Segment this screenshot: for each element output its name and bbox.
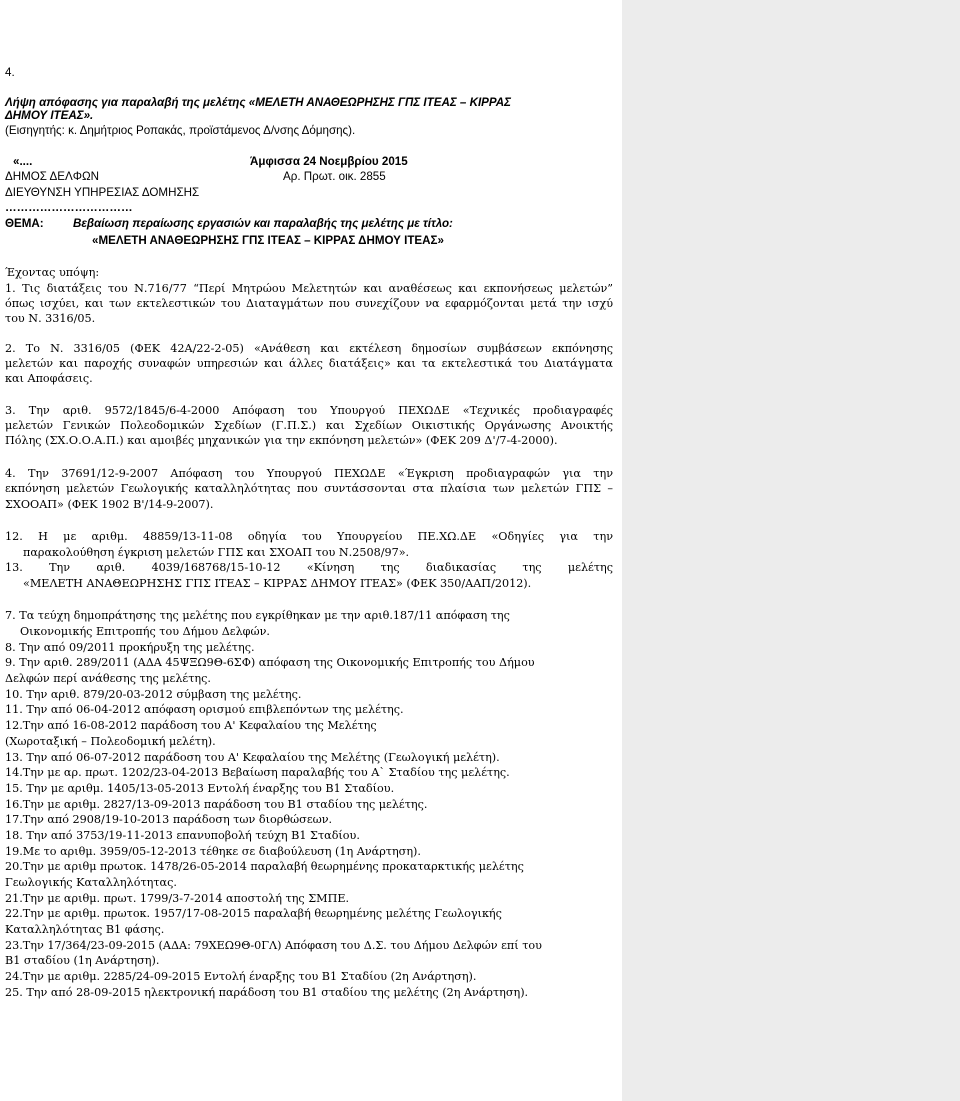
- list-line: 22.Την με αριθμ. πρωτοκ. 1957/17-08-2015 παραλαβή θεωρημένης μελέτης Γεωλογικής: [5, 907, 502, 920]
- list-line: 10. Την αριθ. 879/20-03-2012 σύμβαση της μελέτης.: [5, 688, 302, 701]
- list-line: 9. Την αριθ. 289/2011 (ΑΔΑ 45ΨΞΩ9Θ-6ΣΦ) απόφαση της Οικονομικής Επιτροπής του Δήμου: [5, 656, 535, 669]
- list-line: 17.Την από 2908/19-10-2013 παράδοση των διορθώσεων.: [5, 813, 333, 826]
- list-line: 19.Με το αριθμ. 3959/05-12-2013 τέθηκε σε διαβούλευση (1η Ανάρτηση).: [5, 845, 421, 858]
- protocol-number: Αρ. Πρωτ. οικ. 2855: [283, 170, 386, 183]
- list-line: Δελφών περί ανάθεσης της μελέτης.: [5, 672, 211, 685]
- item-2-line-1: 2. Το Ν. 3316/05 (ΦΕΚ 42Α/22-2-05) «Ανάθεση και εκτέλεση δημοσίων συμβάσεων εκπόνησης: [5, 342, 613, 355]
- list-line: 18. Την από 3753/19-11-2013 επανυποβολή τεύχη Β1 Σταδίου.: [5, 829, 360, 842]
- list-line: Γεωλογικής Καταλληλότητας.: [5, 876, 177, 889]
- item-2-line-3: και Αποφάσεις.: [5, 372, 93, 385]
- item-4-line-3: ΣΧΟΟΑΠ» (ΦΕΚ 1902 Β'/14-9-2007).: [5, 498, 214, 511]
- item-1-line-2: όπως ισχύει, και των εκτελεστικών του Διαταγμάτων που συνεχίζουν να εφαρμόζονται μετά την ισχύ: [5, 297, 613, 310]
- list-line: 12.Την από 16-08-2012 παράδοση του Α' Κεφαλαίου της Μελέτης: [5, 719, 377, 732]
- considering-heading: Έχοντας υπόψη:: [5, 266, 100, 279]
- list-line: 15. Την με αριθμ. 1405/13-05-2013 Εντολή έναρξης του Β1 Σταδίου.: [5, 782, 395, 795]
- list-line: 16.Την με αριθμ. 2827/13-09-2013 παράδοση του Β1 σταδίου της μελέτης.: [5, 798, 428, 811]
- decision-title-line-2: ΔΗΜΟΥ ΙΤΕΑΣ».: [5, 109, 94, 122]
- list-line: 25. Την από 28-09-2015 ηλεκτρονική παράδοση του Β1 σταδίου της μελέτης (2η Ανάρτηση).: [5, 986, 529, 999]
- list-line: 21.Την με αριθμ. πρωτ. 1799/3-7-2014 αποστολή της ΣΜΠΕ.: [5, 892, 350, 905]
- dots-separator: ……………………………: [5, 201, 133, 214]
- item-4-line-1: 4. Την 37691/12-9-2007 Απόφαση του Υπουργού ΠΕΧΩΔΕ «Έγκριση προδιαγραφών για την: [5, 467, 613, 480]
- item-13-line-1: 13. Την αριθ. 4039/168768/15-10-12 «Κίνηση της διαδικασίας της μελέτης: [5, 561, 613, 574]
- directorate: ΔΙΕΥΘΥΝΣΗ ΥΠΗΡΕΣΙΑΣ ΔΟΜΗΣΗΣ: [5, 186, 200, 199]
- list-line: 24.Την με αριθμ. 2285/24-09-2015 Εντολή έναρξης του Β1 Σταδίου (2η Ανάρτηση).: [5, 970, 477, 983]
- subject-text: Βεβαίωση περαίωσης εργασιών και παραλαβής της μελέτης με τίτλο:: [73, 217, 453, 230]
- subject-title: «ΜΕΛΕΤΗ ΑΝΑΘΕΩΡΗΣΗΣ ΓΠΣ ΙΤΕΑΣ – ΚΙΡΡΑΣ ΔΗΜΟΥ ΙΤΕΑΣ»: [92, 234, 444, 247]
- list-line: 14.Την με αρ. πρωτ. 1202/23-04-2013 Βεβαίωση παραλαβής του Α` Σταδίου της μελέτης.: [5, 766, 510, 779]
- place-date: Άμφισσα 24 Νοεμβρίου 2015: [250, 155, 408, 168]
- comment-margin-pane: [622, 0, 960, 1101]
- item-2-line-2: μελετών και παροχής συναφών υπηρεσιών και άλλες διατάξεις» και τα εκτελεστικά του Διατάγματα: [5, 357, 613, 370]
- item-12-line-2: παρακολούθηση έγκριση μελετών ΓΠΣ και ΣΧΟΑΠ του Ν.2508/97».: [23, 546, 410, 559]
- item-4-line-2: εκπόνηση μελετών Γεωλογικής καταλληλότητας που συντάσσονται στα πλαίσια των μελετών ΓΠΣ –: [5, 482, 613, 495]
- item-3-line-1: 3. Την αριθ. 9572/1845/6-4-2000 Απόφαση του Υπουργού ΠΕΧΩΔΕ «Τεχνικές προδιαγραφές: [5, 404, 613, 417]
- item-3-line-3: Πόλης (ΣΧ.Ο.Ο.Α.Π.) και αμοιβές μηχανικών για την εκπόνηση μελετών» (ΦΕΚ 209 Δ'/7-4-2000).: [5, 434, 558, 447]
- list-line: 11. Την από 06-04-2012 απόφαση ορισμού επιβλεπόντων της μελέτης.: [5, 703, 404, 716]
- list-line: (Χωροταξική – Πολεοδομική μελέτη).: [5, 735, 216, 748]
- list-line: Β1 σταδίου (1η Ανάρτηση).: [5, 954, 160, 967]
- item-13-line-2: «ΜΕΛΕΤΗ ΑΝΑΘΕΩΡΗΣΗΣ ΓΠΣ ΙΤΕΑΣ – ΚΙΡΡΑΣ ΔΗΜΟΥ ΙΤΕΑΣ» (ΦΕΚ 350/ΑΑΠ/2012).: [23, 577, 532, 590]
- list-line: Οικονομικής Επιτροπής του Δήμου Δελφών.: [20, 625, 270, 638]
- item-1-line-3: του Ν. 3316/05.: [5, 312, 96, 325]
- item-12-line-1: 12. Η με αριθμ. 48859/13-11-08 οδηγία του Υπουργείου ΠΕ.ΧΩ.ΔΕ «Οδηγίες για την: [5, 530, 613, 543]
- list-line: Καταλληλότητας Β1 φάσης.: [5, 923, 165, 936]
- item-1-line-1: 1. Τις διατάξεις του Ν.716/77 “Περί Μητρώου Μελετητών και αναθέσεως και εκπονήσεως μελετών”: [5, 282, 613, 295]
- decision-title-line-1: Λήψη απόφασης για παραλαβή της μελέτης «ΜΕΛΕΤΗ ΑΝΑΘΕΩΡΗΣΗΣ ΓΠΣ ΙΤΕΑΣ – ΚΙΡΡΑΣ: [5, 96, 511, 109]
- list-line: 13. Την από 06-07-2012 παράδοση του Α' Κεφαλαίου της Μελέτης (Γεωλογική μελέτη).: [5, 751, 500, 764]
- rapporteur: (Εισηγητής: κ. Δημήτριος Ροπακάς, προϊστάμενος Δ/νσης Δόμησης).: [5, 124, 356, 137]
- item-number: 4.: [5, 66, 15, 79]
- quote-open: «....: [13, 155, 33, 168]
- municipality: ΔΗΜΟΣ ΔΕΛΦΩΝ: [5, 170, 100, 183]
- item-3-line-2: μελετών Γενικών Πολεοδομικών Σχεδίων (Γ.Π.Σ.) και Σχεδίων Οικιστικής Οργάνωσης Ανοικτής: [5, 419, 613, 432]
- list-line: 20.Την με αριθμ πρωτοκ. 1478/26-05-2014 παραλαβή θεωρημένης προκαταρκτικής μελέτης: [5, 860, 524, 873]
- list-line: 23.Την 17/364/23-09-2015 (ΑΔΑ: 79ΧΕΩ9Θ-0ΓΛ) Απόφαση του Δ.Σ. του Δήμου Δελφών επί του: [5, 939, 542, 952]
- subject-label: ΘΕΜΑ:: [5, 217, 44, 230]
- list-line: 8. Την από 09/2011 προκήρυξη της μελέτης.: [5, 641, 255, 654]
- list-line: 7. Τα τεύχη δημοπράτησης της μελέτης που εγκρίθηκαν με την αριθ.187/11 απόφαση της: [5, 609, 510, 622]
